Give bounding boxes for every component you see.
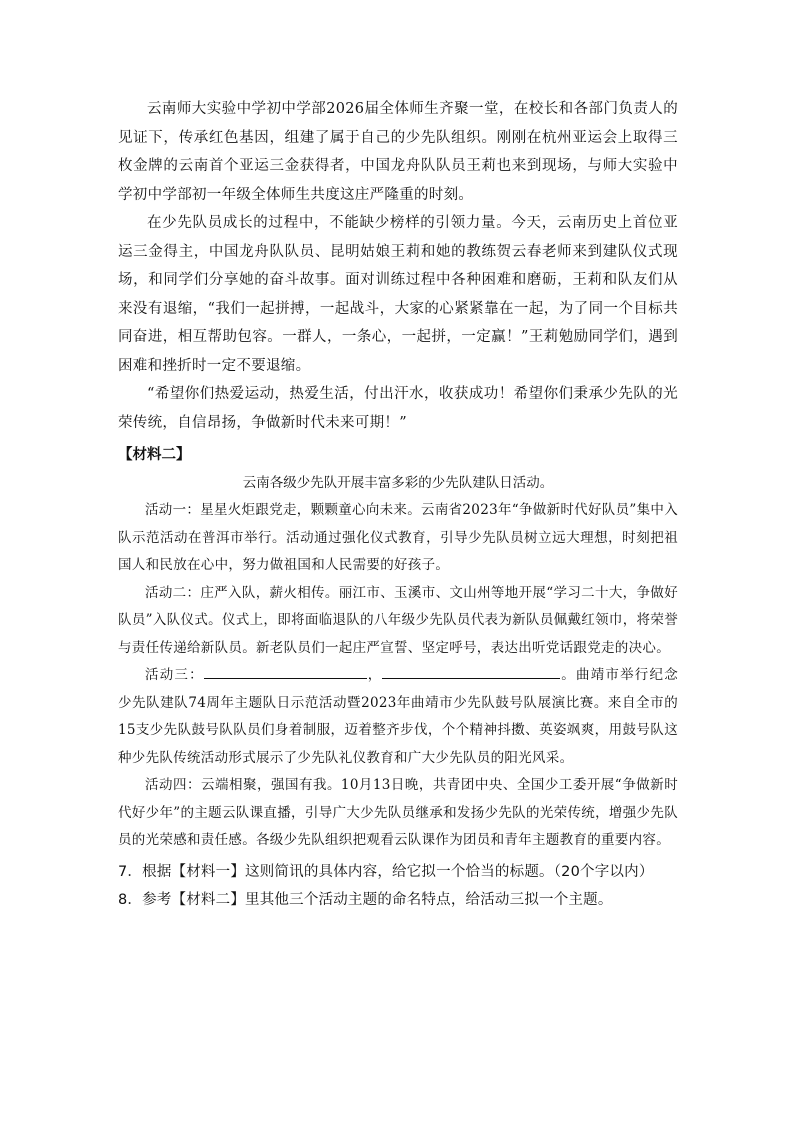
material-one-paragraph-2: 在少先队员成长的过程中，不能缺少榜样的引领力量。今天，云南历史上首位亚运三金得主，中国龙舟队队员、昆明姑娘王莉和她的教练贺云春老师来到建队仪式现场，和同学们分享她的奋斗故事。面对训练过程中各种困难和磨砺，王莉和队友们从来没有退缩，“我们一起拼搏，一起战斗，大家的心紧紧靠在一起，为了同一个目标共同奋进，相互帮助包容。一群人，一条心，一起拼，一定赢！”王莉勉励同学们，遇到困难和挫折时一定不要退缩。 xyxy=(118,215,678,374)
activity-four: 活动四：云端相聚，强国有我。10月13日晚，共青团中央、全国少工委开展“争做新时代好少年”的主题云队课直播，引导广大少先队员继承和发扬少先队的光荣传统，增强少先队员的光荣感和责任感。各级少先队组织把观看云队课作为团员和青年主题教育的重要内容。 xyxy=(118,777,678,848)
question-7: 7．根据【材料一】这则简讯的具体内容，给它拟一个恰当的标题。（20个字以内） xyxy=(118,863,654,880)
document-page xyxy=(118,95,678,914)
activity-one: 活动一：星星火炬跟党走，颗颗童心向未来。云南省2023年“争做新时代好队员”集中入队示范活动在普洱市举行。活动通过强化仪式教育，引导少先队员树立远大理想，时刻把祖国人和民放在心中，努力做祖国和人民需要的好孩子。 xyxy=(118,502,678,573)
activity-three-comma: ， xyxy=(366,667,383,683)
activity-three-text: 。曲靖市举行纪念少先队建队74周年主题队日示范活动暨2023年曲靖市少先队鼓号队展演比赛。来自全市的15支少先队鼓号队队员们身着制服，迈着整齐步伐，个个精神抖擞、英姿飒爽，用鼓号队这种少先队传统活动形式展示了少先队礼仪教育和广大少先队员的阳光风采。 xyxy=(118,667,678,766)
activity-three-prefix: 活动三： xyxy=(145,667,204,683)
activity-three-blank-1[interactable] xyxy=(204,664,367,679)
question-8: 8．参考【材料二】里其他三个活动主题的命名特点，给活动三拟一个主题。 xyxy=(118,891,613,908)
activity-three xyxy=(118,662,678,772)
material-two-title: 云南各级少先队开展丰富多彩的少先队建队日活动。 xyxy=(242,475,554,491)
activity-two: 活动二：庄严入队，薪火相传。丽江市、玉溪市、文山州等地开展“学习二十大，争做好队员”入队仪式。仪式上，即将面临退队的八年级少先队员代表为新队员佩戴红领巾，将荣誉与责任传递给新队员。新老队员们一起庄严宣誓、坚定呼号，表达出听党话跟党走的决心。 xyxy=(118,584,678,656)
material-one-paragraph-3: “希望你们热爱运动，热爱生活，付出汗水，收获成功！希望你们秉承少先队的光荣传统，自信昂扬，争做新时代未来可期！” xyxy=(118,386,678,431)
material-two-heading: 【材料二】 xyxy=(118,447,191,463)
activity-three-blank-2[interactable] xyxy=(382,664,560,679)
material-one-paragraph-1: 云南师大实验中学初中学部2026届全体师生齐聚一堂，在校长和各部门负责人的见证下，传承红色基因，组建了属于自己的少先队组织。刚刚在杭州亚运会上取得三枚金牌的云南首个亚运三金获得者，中国龙舟队队员王莉也来到现场，与师大实验中学初中学部初一年级全体师生共度这庄严隆重的时刻。 xyxy=(118,101,678,203)
